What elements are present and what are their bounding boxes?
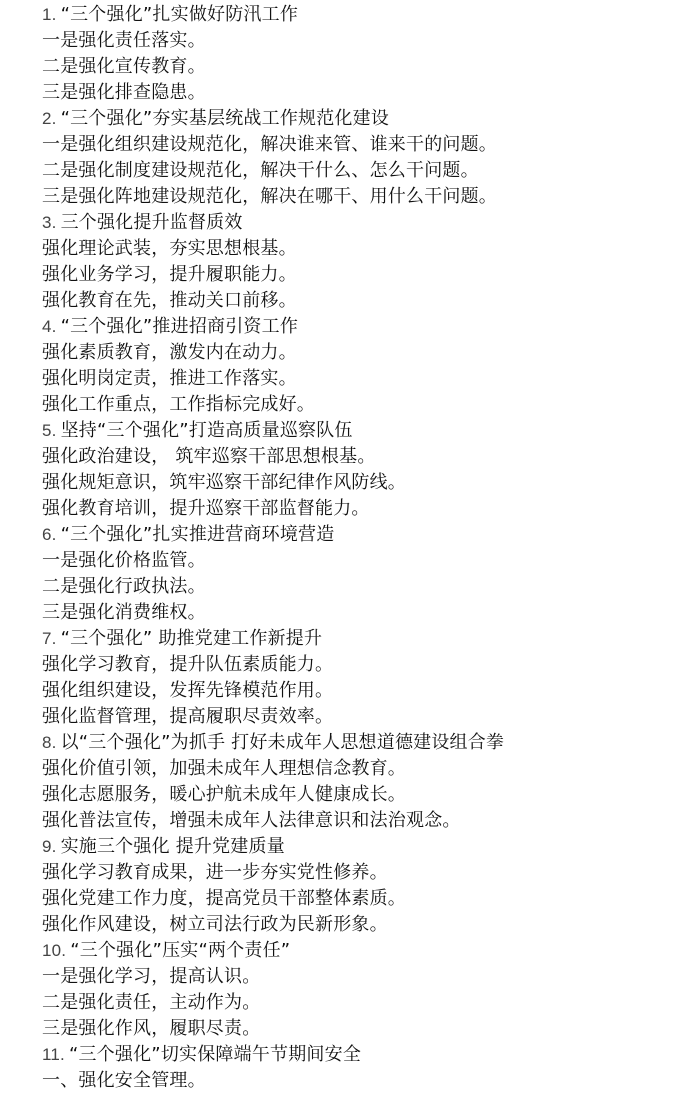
section xyxy=(42,730,682,834)
section xyxy=(42,2,682,106)
section-title: 实施三个强化 提升党建质量 xyxy=(60,836,285,857)
list-item: 强化规矩意识，筑牢巡察干部纪律作风防线。 xyxy=(42,472,406,493)
section-number: 3. xyxy=(42,213,57,232)
list-item: 三是强化排查隐患。 xyxy=(42,82,206,103)
list-item: 一是强化价格监管。 xyxy=(42,550,206,571)
section-title: “三个强化”压实“两个责任” xyxy=(70,940,291,961)
list-item: 强化理论武装，夯实思想根基。 xyxy=(42,238,297,259)
section xyxy=(42,418,682,522)
section-title: 坚持“三个强化”打造高质量巡察队伍 xyxy=(60,420,353,441)
list-item: 强化教育在先，推动关口前移。 xyxy=(42,290,297,311)
section-heading xyxy=(42,626,682,652)
list-item: 强化普法宣传，增强未成年人法律意识和法治观念。 xyxy=(42,810,461,831)
section-title: 以“三个强化”为抓手 打好未成年人思想道德建设组合拳 xyxy=(60,732,505,753)
list-item: 二是强化行政执法。 xyxy=(42,576,206,597)
list-item: 强化素质教育，激发内在动力。 xyxy=(42,342,297,363)
list-item: 一、强化安全管理。 xyxy=(42,1070,206,1091)
list-item: 强化价值引领，加强未成年人理想信念教育。 xyxy=(42,758,406,779)
section-number: 1. xyxy=(42,5,57,24)
list-item: 三是强化阵地建设规范化，解决在哪干、用什么干问题。 xyxy=(42,186,497,207)
list-item: 强化学习教育成果，进一步夯实党性修养。 xyxy=(42,862,388,883)
section-heading xyxy=(42,418,682,444)
list-item: 一是强化学习，提高认识。 xyxy=(42,966,261,987)
section xyxy=(42,626,682,730)
section-title: “三个强化”夯实基层统战工作规范化建设 xyxy=(60,108,390,129)
list-item: 二是强化制度建设规范化，解决干什么、怎么干问题。 xyxy=(42,160,479,181)
list-item: 一是强化责任落实。 xyxy=(42,30,206,51)
section-number: 9. xyxy=(42,837,57,856)
section xyxy=(42,834,682,938)
list-item: 强化党建工作力度，提高党员干部整体素质。 xyxy=(42,888,406,909)
list-item: 强化志愿服务，暖心护航未成年人健康成长。 xyxy=(42,784,406,805)
section-heading xyxy=(42,522,682,548)
section-heading xyxy=(42,2,682,28)
section-heading xyxy=(42,106,682,132)
section-title: “三个强化”扎实推进营商环境营造 xyxy=(60,524,335,545)
section-title: “三个强化” 助推党建工作新提升 xyxy=(60,628,323,649)
section xyxy=(42,106,682,210)
section xyxy=(42,938,682,1042)
list-item: 强化学习教育，提升队伍素质能力。 xyxy=(42,654,334,675)
list-item: 强化工作重点，工作指标完成好。 xyxy=(42,394,315,415)
section-heading xyxy=(42,314,682,340)
section-number: 10. xyxy=(42,941,67,960)
section xyxy=(42,314,682,418)
section-title: 三个强化提升监督质效 xyxy=(60,212,243,233)
section-number: 7. xyxy=(42,629,57,648)
list-item: 强化业务学习，提升履职能力。 xyxy=(42,264,297,285)
list-item: 一是强化组织建设规范化，解决谁来管、谁来干的问题。 xyxy=(42,134,497,155)
section-number: 4. xyxy=(42,317,57,336)
section xyxy=(42,522,682,626)
list-item: 强化明岗定责，推进工作落实。 xyxy=(42,368,297,389)
section-title: “三个强化”扎实做好防汛工作 xyxy=(60,4,299,25)
list-item: 二是强化责任，主动作为。 xyxy=(42,992,261,1013)
section-heading xyxy=(42,730,682,756)
section-number: 8. xyxy=(42,733,57,752)
list-item: 强化政治建设， 筑牢巡察干部思想根基。 xyxy=(42,446,376,467)
section-heading xyxy=(42,210,682,236)
section-number: 6. xyxy=(42,525,57,544)
section-number: 2. xyxy=(42,109,57,128)
list-item: 三是强化消费维权。 xyxy=(42,602,206,623)
section-number: 5. xyxy=(42,421,57,440)
list-item: 强化监督管理，提高履职尽责效率。 xyxy=(42,706,334,727)
section-heading xyxy=(42,834,682,860)
list-item: 强化组织建设，发挥先锋模范作用。 xyxy=(42,680,334,701)
list-item: 二是强化宣传教育。 xyxy=(42,56,206,77)
list-item: 三是强化作风，履职尽责。 xyxy=(42,1018,261,1039)
document-body xyxy=(42,2,682,1094)
section-title: “三个强化”推进招商引资工作 xyxy=(60,316,299,337)
section-heading xyxy=(42,1042,682,1068)
list-item: 强化作风建设，树立司法行政为民新形象。 xyxy=(42,914,388,935)
section-heading xyxy=(42,938,682,964)
section-title: “三个强化”切实保障端午节期间安全 xyxy=(68,1044,362,1065)
section-number: 11. xyxy=(42,1045,65,1064)
section xyxy=(42,1042,682,1094)
list-item: 强化教育培训，提升巡察干部监督能力。 xyxy=(42,498,370,519)
section xyxy=(42,210,682,314)
